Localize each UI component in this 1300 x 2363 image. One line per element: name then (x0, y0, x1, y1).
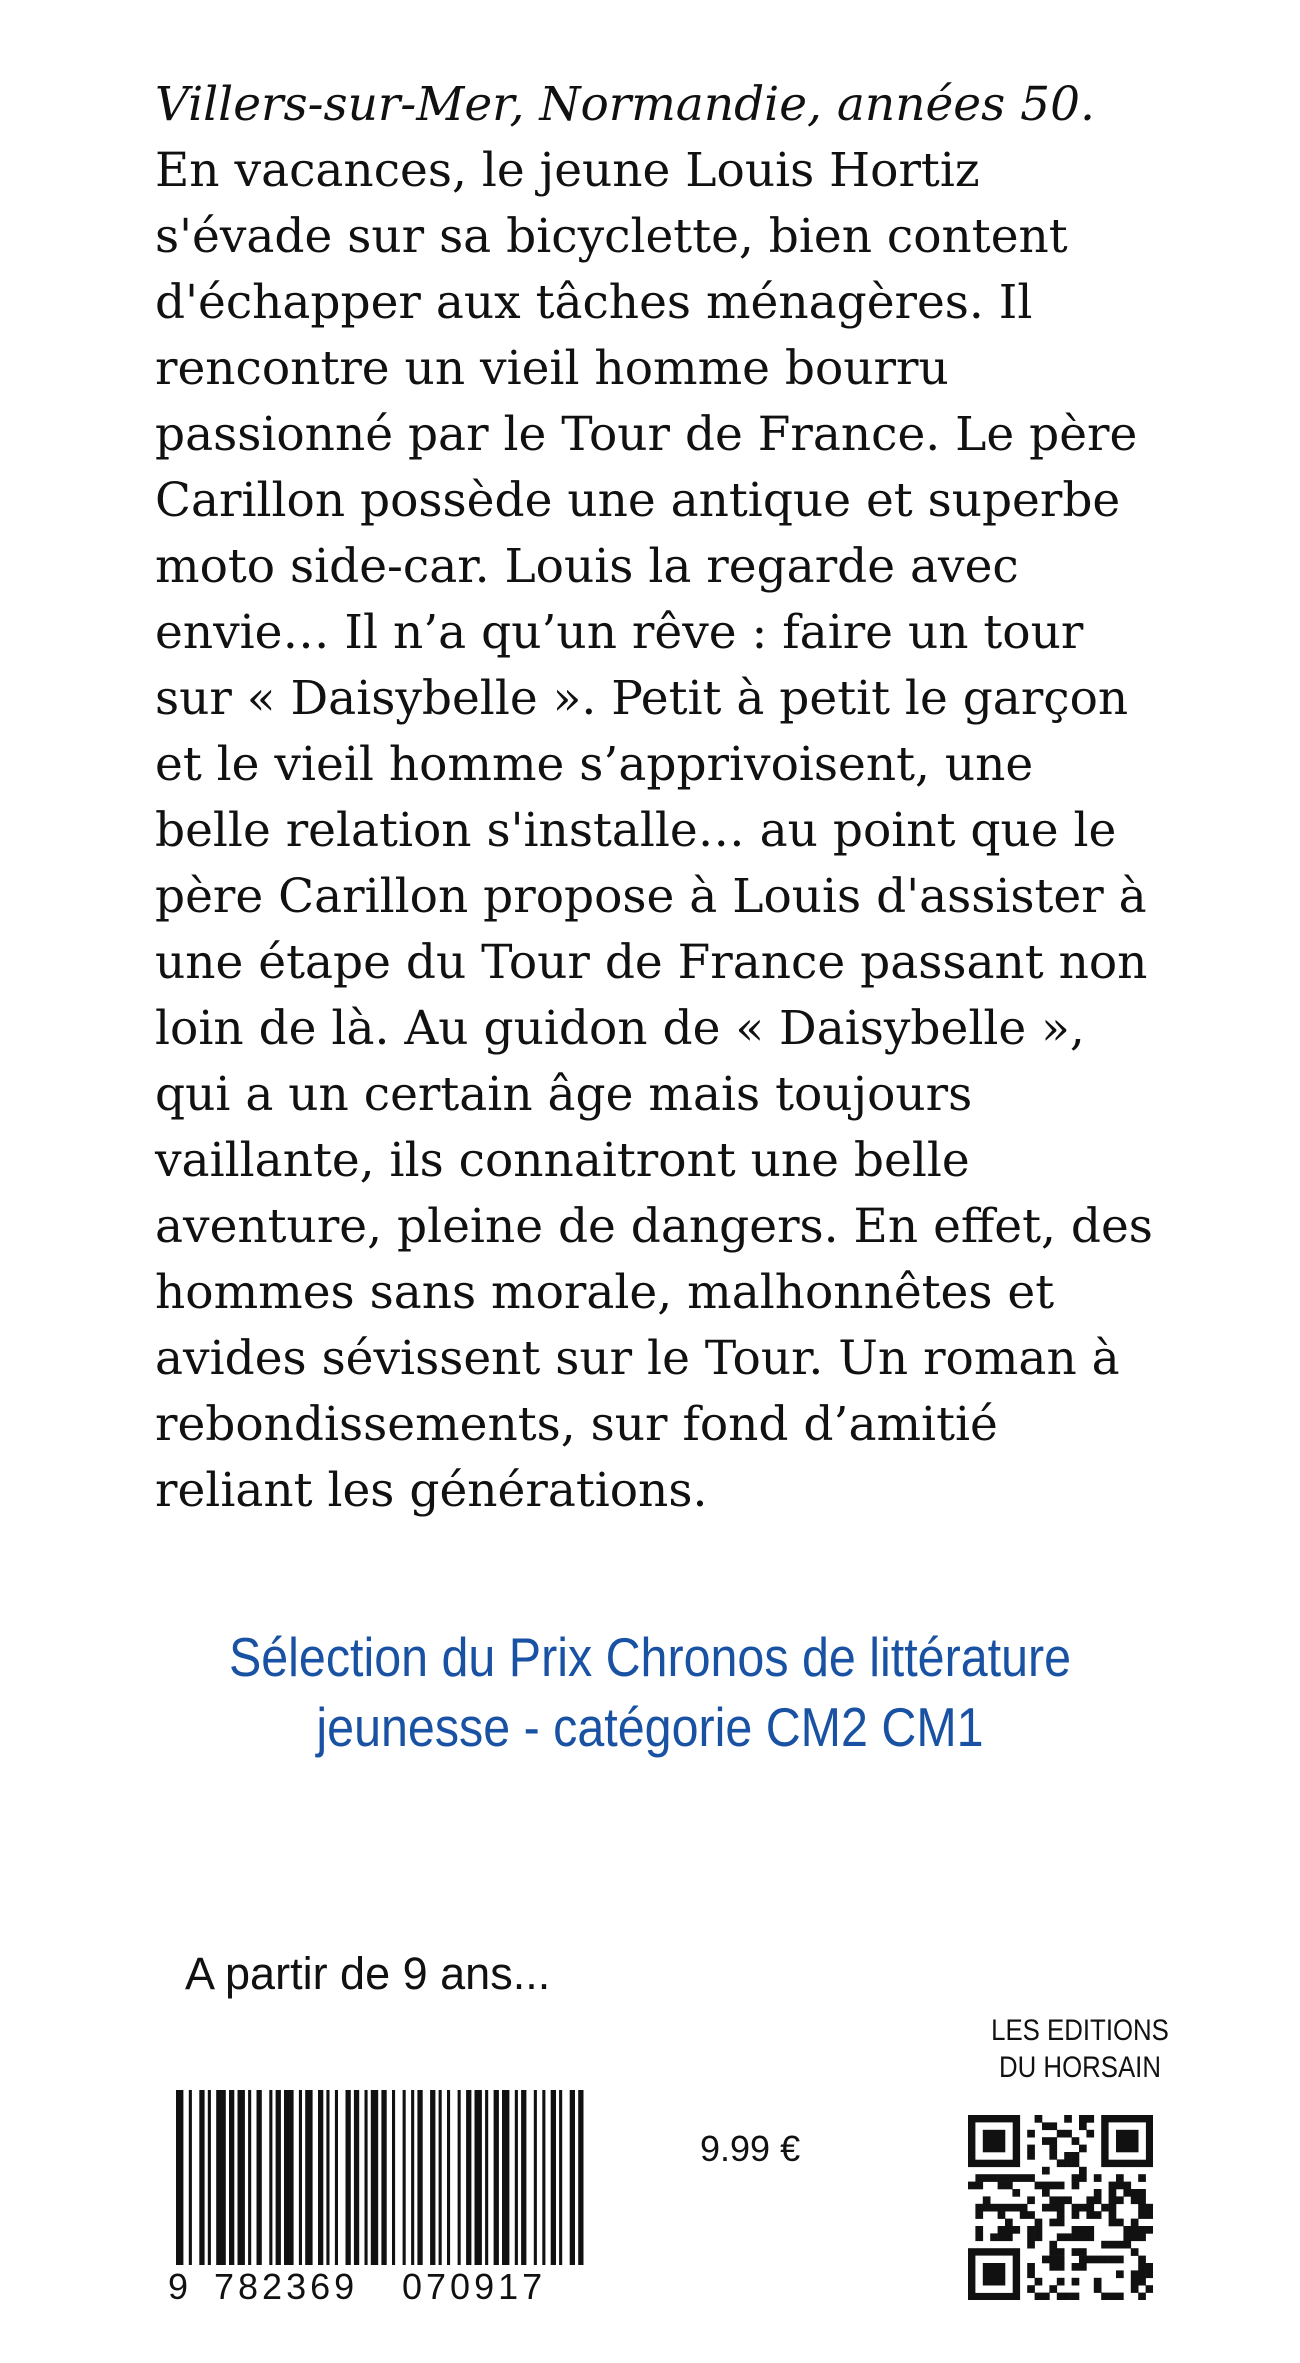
qr-module (1064, 2115, 1072, 2123)
prize-selection (166, 1622, 1134, 1762)
synopsis-line: passionné par le Tour de France. Le père (155, 407, 1138, 462)
qr-module (1049, 2241, 1057, 2249)
qr-module (1049, 2137, 1057, 2145)
qr-module (1072, 2293, 1080, 2300)
barcode-bar (439, 2090, 442, 2265)
barcode-bar (458, 2090, 461, 2265)
barcode-bar (392, 2090, 395, 2265)
qr-module (1042, 2189, 1050, 2197)
qr-module (1049, 2256, 1057, 2264)
qr-module (1035, 2293, 1043, 2300)
qr-module (1146, 2226, 1153, 2234)
setting-line: Villers-sur-Mer, Normandie, années 50. (155, 77, 1095, 132)
qr-module (1131, 2278, 1139, 2286)
qr-module (1094, 2196, 1102, 2204)
qr-module (1072, 2248, 1080, 2256)
barcode-bar (447, 2090, 450, 2265)
qr-module (1057, 2196, 1065, 2204)
barcode-bar (475, 2090, 482, 2265)
qr-module (1072, 2182, 1080, 2190)
barcode-bar (199, 2090, 204, 2265)
qr-module (1035, 2233, 1043, 2241)
qr-module (1138, 2293, 1146, 2300)
qr-module (1064, 2130, 1072, 2138)
qr-module (990, 2233, 998, 2241)
qr-module (1072, 2174, 1080, 2182)
barcode-bar (551, 2090, 556, 2265)
qr-module (1012, 2226, 1020, 2234)
barcode-bar (494, 2090, 499, 2265)
qr-module (1057, 2182, 1065, 2190)
qr-module (1064, 2152, 1072, 2160)
qr-module (1079, 2263, 1087, 2271)
qr-module (1012, 2189, 1020, 2197)
barcode-bar (299, 2090, 302, 2265)
qr-module (1079, 2174, 1087, 2182)
qr-module (1079, 2248, 1087, 2256)
qr-module (1086, 2226, 1094, 2234)
book-synopsis (155, 72, 1155, 1524)
barcode-bar (371, 2090, 378, 2265)
qr-module (998, 2174, 1006, 2182)
barcode-bar (248, 2090, 251, 2265)
qr-module (1146, 2285, 1153, 2293)
price-label: 9.99 € (700, 2128, 801, 2169)
qr-module (1146, 2204, 1153, 2212)
qr-module (1131, 2285, 1139, 2293)
barcode-bar (365, 2090, 368, 2265)
qr-module (1086, 2130, 1094, 2138)
qr-module (983, 2196, 991, 2204)
qr-module (1094, 2256, 1102, 2264)
qr-module (1094, 2174, 1102, 2182)
qr-module (1109, 2211, 1117, 2219)
barcode-bar (417, 2090, 422, 2265)
qr-module (1138, 2270, 1146, 2278)
qr-module (968, 2182, 976, 2190)
qr-module (1116, 2219, 1124, 2227)
qr-module (1005, 2219, 1013, 2227)
publisher-line-1: LES EDITIONS (991, 2014, 1169, 2047)
synopsis-line: une étape du Tour de France passant non (155, 935, 1148, 990)
qr-module (1109, 2196, 1117, 2204)
barcode-bar (238, 2090, 245, 2265)
qr-module (1086, 2256, 1094, 2264)
qr-module (1027, 2226, 1035, 2234)
isbn-digits (170, 2258, 590, 2318)
barcode-bar (411, 2090, 414, 2265)
qr-module (1035, 2226, 1043, 2234)
qr-module (1109, 2293, 1117, 2300)
qr-module (1027, 2285, 1035, 2293)
qr-module (1116, 2130, 1139, 2153)
barcode-bar (318, 2090, 323, 2265)
qr-module (1027, 2233, 1035, 2241)
qr-module (1057, 2278, 1065, 2286)
qr-module (1094, 2211, 1102, 2219)
qr-module (1012, 2204, 1020, 2212)
qr-module (1042, 2182, 1050, 2190)
barcode-bar (208, 2090, 211, 2265)
qr-module (1101, 2204, 1109, 2212)
qr-module (1042, 2137, 1050, 2145)
qr-module (1027, 2130, 1035, 2138)
qr-module (983, 2263, 1006, 2286)
synopsis-line: sur « Daisybelle ». Petit à petit le garçon (155, 671, 1129, 726)
synopsis-line: envie… Il n’a qu’un rêve : faire un tour (155, 605, 1084, 660)
barcode-bar (559, 2090, 562, 2265)
isbn-left-group: 782369 (210, 2266, 362, 2308)
qr-module (1072, 2152, 1080, 2160)
qr-module (1123, 2233, 1131, 2241)
qr-module (1020, 2211, 1028, 2219)
qr-module (1057, 2159, 1065, 2167)
prize-line-1: Sélection du Prix Chronos de littérature (228, 1626, 1072, 1688)
qr-module (1109, 2219, 1117, 2227)
qr-module (1123, 2226, 1131, 2234)
barcode-bar (216, 2090, 226, 2265)
qr-module (1138, 2204, 1146, 2212)
qr-module (1042, 2256, 1050, 2264)
barcode-bar (534, 2090, 537, 2265)
qr-module (975, 2226, 983, 2234)
qr-module (1072, 2204, 1080, 2212)
qr-module (1049, 2263, 1057, 2271)
qr-module (998, 2233, 1006, 2241)
qr-module (1027, 2263, 1035, 2271)
qr-module (1138, 2211, 1146, 2219)
qr-module (1027, 2196, 1035, 2204)
qr-module (1131, 2219, 1139, 2227)
qr-module (1057, 2219, 1065, 2227)
qr-module (1116, 2196, 1124, 2204)
qr-module (1049, 2145, 1057, 2153)
barcode-bar (257, 2090, 262, 2265)
synopsis-line: vaillante, ils connaitront une belle (155, 1133, 970, 1188)
qr-module (1079, 2115, 1087, 2123)
qr-module (975, 2204, 983, 2212)
qr-module (1138, 2226, 1146, 2234)
qr-module (1042, 2122, 1050, 2130)
qr-module (1131, 2233, 1139, 2241)
qr-module (1057, 2130, 1065, 2138)
synopsis-line: qui a un certain âge mais toujours (155, 1067, 973, 1122)
synopsis-line: avides sévissent sur le Tour. Un roman à (155, 1331, 1120, 1386)
qr-module (1049, 2182, 1057, 2190)
prize-line-2: jeunesse - catégorie CM2 CM1 (316, 1696, 984, 1758)
qr-module (1005, 2174, 1013, 2182)
age-recommendation: A partir de 9 ans... (185, 1948, 551, 1999)
qr-module (998, 2182, 1006, 2190)
qr-module (1064, 2196, 1072, 2204)
qr-module (1086, 2196, 1094, 2204)
qr-module (1116, 2270, 1124, 2278)
qr-module (1057, 2256, 1065, 2264)
qr-module (1101, 2293, 1109, 2300)
barcode-bar (466, 2090, 471, 2265)
qr-module (1146, 2270, 1153, 2278)
qr-module (983, 2204, 991, 2212)
qr-module (1049, 2152, 1057, 2160)
qr-module (1049, 2122, 1057, 2130)
publisher-line-2: DU HORSAIN (998, 2051, 1161, 2084)
qr-module (1131, 2270, 1139, 2278)
qr-code-icon (968, 2115, 1153, 2300)
barcode-bar (485, 2090, 488, 2265)
synopsis-line: s'évade sur sa bicyclette, bien content (155, 209, 1068, 264)
qr-module (1020, 2204, 1028, 2212)
qr-module (998, 2226, 1006, 2234)
qr-module (1138, 2233, 1146, 2241)
qr-module (1027, 2145, 1035, 2153)
qr-module (1035, 2182, 1043, 2190)
barcode-bar (570, 2090, 575, 2265)
qr-module (1057, 2263, 1065, 2271)
qr-module (1138, 2189, 1146, 2197)
qr-module (1138, 2278, 1146, 2286)
synopsis-line: d'échapper aux tâches ménagères. Il (155, 275, 1033, 330)
synopsis-line: belle relation s'installe… au point que le (155, 803, 1117, 858)
qr-module (1005, 2182, 1013, 2190)
qr-module (1138, 2196, 1146, 2204)
qr-module (1035, 2219, 1043, 2227)
barcode-bar (381, 2090, 386, 2265)
qr-module (1035, 2278, 1043, 2286)
qr-module (990, 2174, 998, 2182)
qr-module (1064, 2233, 1072, 2241)
barcode-bar (403, 2090, 406, 2265)
qr-module (1072, 2263, 1080, 2271)
qr-module (1049, 2204, 1057, 2212)
qr-module (1116, 2174, 1124, 2182)
qr-module (1020, 2174, 1028, 2182)
qr-module (1131, 2189, 1139, 2197)
barcode-bar (284, 2090, 294, 2265)
synopsis-line: loin de là. Au guidon de « Daisybelle », (155, 1001, 1085, 1056)
barcode-bars (170, 2090, 590, 2265)
qr-module (1057, 2293, 1065, 2300)
qr-module (1005, 2233, 1013, 2241)
qr-module (1042, 2204, 1050, 2212)
qr-module (1116, 2241, 1124, 2249)
qr-module (1086, 2115, 1094, 2123)
qr-module (1057, 2204, 1065, 2212)
qr-module (983, 2130, 1006, 2153)
qr-module (1079, 2233, 1087, 2241)
barcode-bar (305, 2090, 312, 2265)
qr-module (1005, 2204, 1013, 2212)
barcode-bar (176, 2090, 183, 2265)
qr-module (990, 2204, 998, 2212)
barcode-bar (346, 2090, 351, 2265)
publisher-name (977, 2012, 1183, 2086)
qr-module (1109, 2189, 1117, 2197)
isbn-right-group: 070917 (398, 2266, 550, 2308)
synopsis-line: aventure, pleine de dangers. En effet, des (155, 1199, 1153, 1254)
qr-module (1138, 2263, 1146, 2271)
qr-module (1131, 2196, 1139, 2204)
synopsis-line: reliant les générations. (155, 1463, 708, 1518)
qr-module (1086, 2233, 1094, 2241)
barcode-bar (229, 2090, 234, 2265)
qr-module (1101, 2241, 1109, 2249)
barcode-bar (335, 2090, 338, 2265)
barcode-bar (502, 2090, 509, 2265)
qr-module (1123, 2182, 1131, 2190)
barcode-bar (578, 2090, 583, 2265)
barcode-bar (430, 2090, 435, 2265)
qr-module (1072, 2211, 1080, 2219)
qr-module (1123, 2241, 1131, 2249)
qr-module (1094, 2189, 1102, 2197)
qr-module (1109, 2241, 1117, 2249)
barcode-bar (326, 2090, 329, 2265)
qr-module (1042, 2167, 1050, 2175)
qr-module (975, 2211, 983, 2219)
barcode-bar (521, 2090, 526, 2265)
barcode-bar (542, 2090, 545, 2265)
qr-module (1079, 2122, 1087, 2130)
qr-module (1146, 2263, 1153, 2271)
qr-code-pattern (968, 2115, 1153, 2300)
isbn-first-digit: 9 (164, 2266, 196, 2308)
synopsis-line: moto side-car. Louis la regarde avec (155, 539, 1019, 594)
qr-module (1057, 2211, 1065, 2219)
qr-module (1094, 2278, 1102, 2286)
qr-module (1072, 2233, 1080, 2241)
qr-module (1072, 2226, 1080, 2234)
barcode-bar (276, 2090, 281, 2265)
qr-module (1027, 2241, 1035, 2249)
qr-module (1035, 2115, 1043, 2123)
qr-module (1012, 2174, 1020, 2182)
qr-module (1138, 2256, 1146, 2264)
qr-module (1079, 2226, 1087, 2234)
qr-module (1027, 2211, 1035, 2219)
synopsis-line: En vacances, le jeune Louis Hortiz (155, 143, 980, 198)
qr-module (1049, 2196, 1057, 2204)
synopsis-line: père Carillon propose à Louis d'assister à (155, 869, 1147, 924)
qr-module (1072, 2159, 1080, 2167)
qr-module (1109, 2204, 1117, 2212)
qr-module (1072, 2278, 1080, 2286)
qr-module (1079, 2145, 1087, 2153)
qr-module (1086, 2211, 1094, 2219)
qr-module (1086, 2204, 1094, 2212)
qr-module (1138, 2174, 1146, 2182)
qr-module (1094, 2285, 1102, 2293)
qr-module (1049, 2219, 1057, 2227)
qr-module (1079, 2167, 1087, 2175)
qr-module (1116, 2182, 1124, 2190)
qr-module (1027, 2174, 1035, 2182)
qr-module (1131, 2248, 1139, 2256)
qr-module (1146, 2211, 1153, 2219)
qr-module (1057, 2248, 1065, 2256)
barcode-bar (515, 2090, 518, 2265)
barcode-bar (189, 2090, 192, 2265)
qr-module (1116, 2293, 1124, 2300)
qr-module (1072, 2137, 1080, 2145)
qr-module (975, 2182, 983, 2190)
qr-module (1027, 2270, 1035, 2278)
qr-module (983, 2174, 991, 2182)
qr-module (1079, 2204, 1087, 2212)
qr-module (975, 2174, 983, 2182)
qr-module (1123, 2189, 1131, 2197)
qr-module (1042, 2293, 1050, 2300)
synopsis-line: Carillon possède une antique et superbe (155, 473, 1121, 528)
synopsis-line: et le vieil homme s’apprivoisent, une (155, 737, 1034, 792)
qr-module (1049, 2248, 1057, 2256)
barcode-bar (354, 2090, 359, 2265)
qr-module (1005, 2226, 1013, 2234)
qr-module (1064, 2159, 1072, 2167)
qr-module (1057, 2233, 1065, 2241)
qr-module (1064, 2293, 1072, 2300)
qr-module (998, 2204, 1006, 2212)
synopsis-line: rebondissements, sur fond d’amitié (155, 1397, 998, 1452)
qr-module (1049, 2285, 1057, 2293)
qr-module (998, 2211, 1006, 2219)
barcode-bar (269, 2090, 272, 2265)
qr-module (1101, 2256, 1109, 2264)
synopsis-line: hommes sans morale, malhonnêtes et (155, 1265, 1055, 1320)
qr-module (1109, 2182, 1117, 2190)
qr-module (1109, 2256, 1117, 2264)
synopsis-line: rencontre un vieil homme bourru (155, 341, 949, 396)
qr-module (1131, 2226, 1139, 2234)
qr-module (975, 2233, 983, 2241)
qr-module (1116, 2256, 1124, 2264)
qr-module (1027, 2152, 1035, 2160)
qr-module (1079, 2256, 1087, 2264)
